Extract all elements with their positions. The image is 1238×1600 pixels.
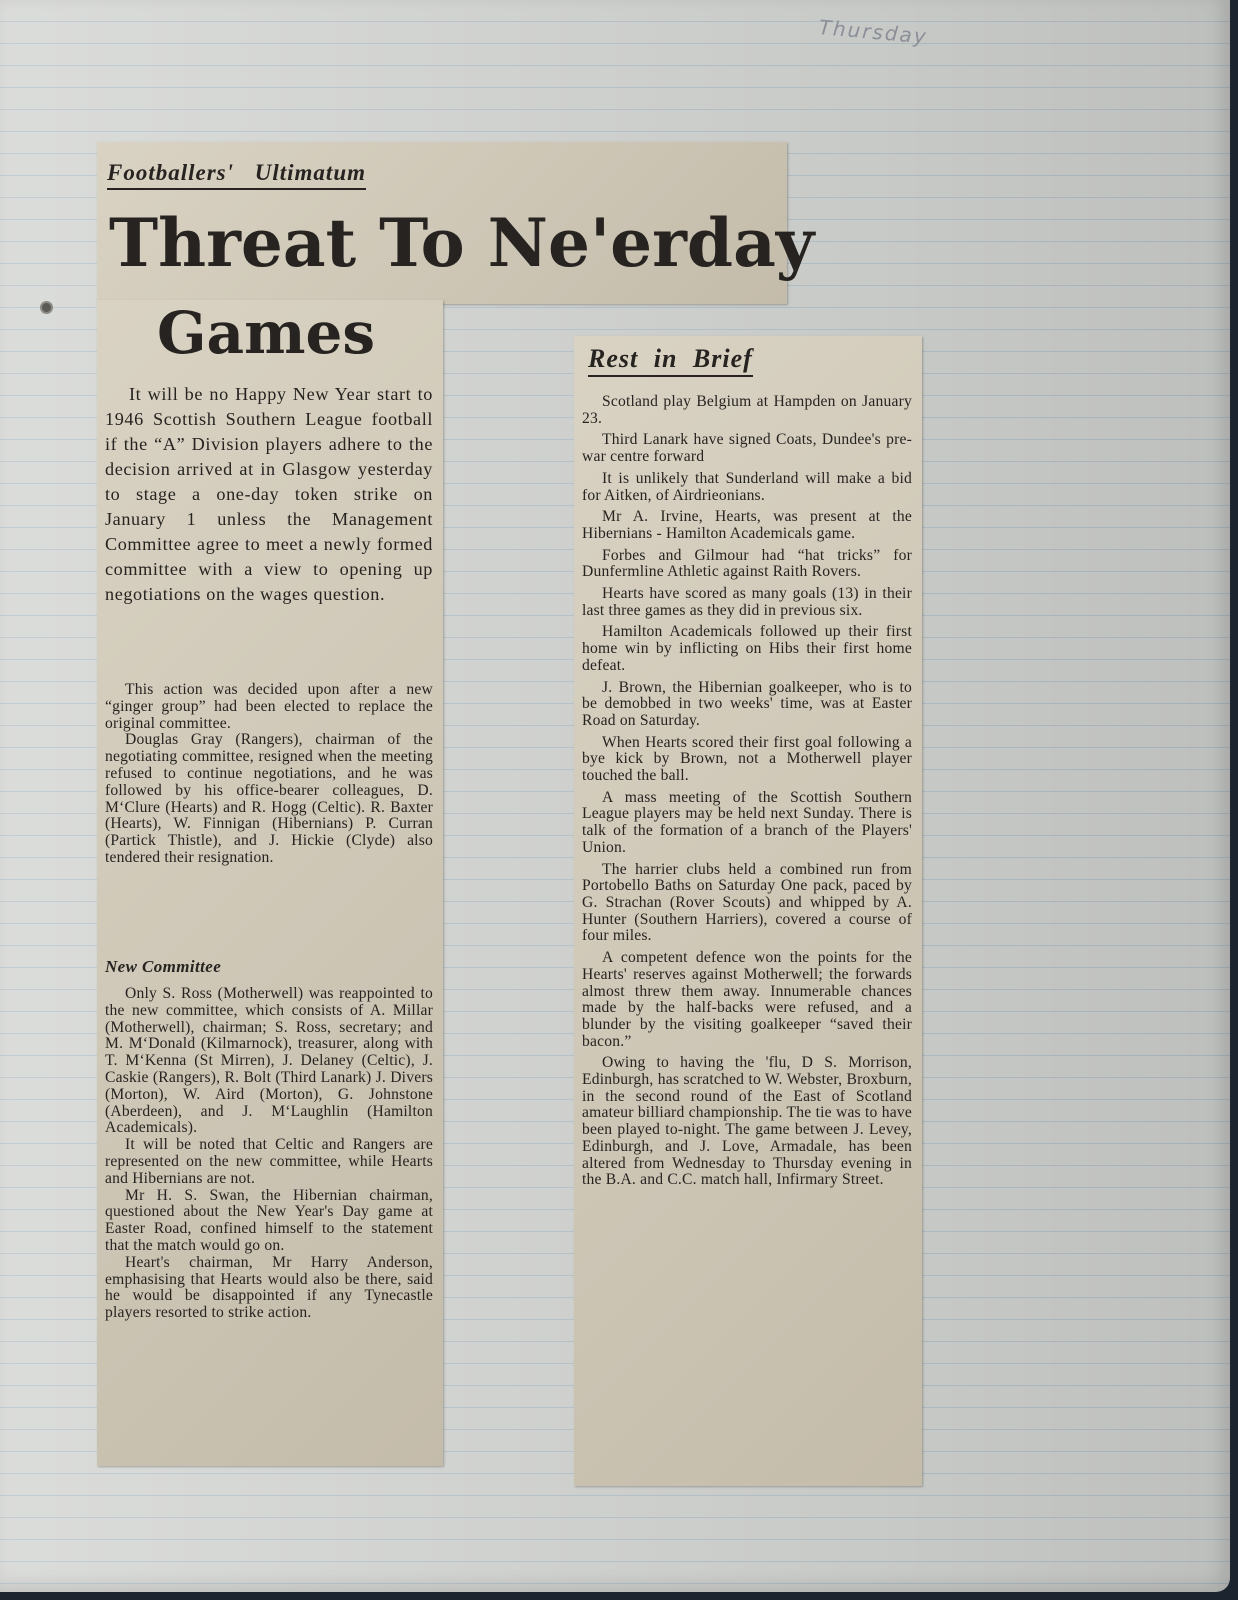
brief-item: It is unlikely that Sunderland will make a bid for Aitken, of Airdrieonians. [582, 469, 912, 504]
rest-in-brief-body [582, 394, 912, 1194]
brief-item: Owing to having the 'flu, D S. Morrison, Edinburgh, has scratched to W. Webster, Broxburn, in the second round of the East of Scotland amateur billiard championship. The tie was to have been played to-night. The game between J. Levey, Edinburgh, and J. Love, Armadale, has been altered from Wednesday to Thursday evening in the B.A. and C.C. match hall, Infirmary Street. [582, 1054, 912, 1189]
article-body-part1 [105, 682, 433, 867]
article-paragraph: It will be noted that Celtic and Rangers are represented on the new committee, while Hearts and Hibernians are not. [105, 1136, 433, 1187]
handwritten-note: Thursday [817, 15, 929, 49]
article-kicker: Footballers' Ultimatum [107, 160, 366, 190]
lead-paragraph: It will be no Happy New Year start to 1946 Scottish Southern League football if the “A” Division players adhere to the decision arrived at in Glasgow yesterday to stage a one-day token strike on January 1 unless the Management Committee agree to meet a newly formed committee with a view to opening up negotiations on the wages question. [105, 384, 433, 604]
brief-item: A competent defence won the points for the Hearts' reserves against Motherwell; the forwards almost threw them away. Innumerable chances made by the half-backs were refused, and a blunder by the visiting goalkeeper “saved their bacon.” [582, 949, 912, 1050]
article-headline-line2: Games [157, 299, 376, 367]
brief-item: When Hearts scored their first goal following a bye kick by Brown, not a Motherwell player touched the ball. [582, 733, 912, 785]
brief-item: J. Brown, the Hibernian goalkeeper, who is to be demobbed in two weeks' time, was at Easter Road on Saturday. [582, 678, 912, 729]
article-paragraph: This action was decided upon after a new “ginger group” had been elected to replace the original committee. [105, 681, 433, 732]
article-lead [105, 382, 433, 607]
article-body-part2 [105, 986, 433, 1322]
brief-item: A mass meeting of the Scottish Southern League players may be held next Sunday. There is talk of the formation of a branch of the Players' Union. [582, 788, 912, 856]
brief-item: The harrier clubs held a combined run from Portobello Baths on Saturday One pack, paced by G. Strachan (Rover Scouts) and whipped by A. Hunter (Southern Harriers), covered a course of four miles. [582, 860, 912, 945]
article-paragraph: Douglas Gray (Rangers), chairman of the negotiating committee, resigned when the meeting refused to continue negotiations, and he was followed by his office-bearer colleagues, D. M‘Clure (Hearts) and R. Hogg (Celtic). R. Baxter (Hearts), W. Finnigan (Hibernians) P. Curran (Partick Thistle), and J. Hickie (Clyde) also tendered their resignation. [105, 731, 433, 866]
article-headline-line1: Threat To Ne'erday [109, 204, 815, 282]
brief-item: Mr A. Irvine, Hearts, was present at the Hibernians - Hamilton Academicals game. [582, 508, 912, 542]
brief-item: Third Lanark have signed Coats, Dundee's pre-war centre forward [582, 431, 912, 466]
article-subhead: New Committee [105, 957, 222, 976]
article-clipping [97, 300, 443, 1466]
headline-clipping [97, 142, 815, 304]
brief-item: Hamilton Academicals followed up their first home win by inflicting on Hibs their first home defeat. [582, 623, 912, 674]
brief-item: Forbes and Gilmour had “hat tricks” for Dunfermline Athletic against Raith Rovers. [582, 546, 912, 581]
brief-item: Scotland play Belgium at Hampden on January 23. [582, 393, 912, 427]
rest-in-brief-title: Rest in Brief [588, 344, 753, 377]
brief-item: Hearts have scored as many goals (13) in their last three games as they did in previous six. [582, 585, 912, 619]
punch-hole [40, 301, 53, 314]
article-paragraph: Heart's chairman, Mr Harry Anderson, emphasising that Hearts would also be there, said he would be disappointed if any Tynecastle players resorted to strike action. [105, 1253, 433, 1322]
article-paragraph: Only S. Ross (Motherwell) was reappointed to the new committee, which consists of A. Millar (Motherwell), chairman; S. Ross, secretary; and M. M‘Donald (Kilmarnock), treasurer, along with T. M‘Kenna (St Mirren), J. Delaney (Celtic), J. Caskie (Rangers), R. Bolt (Third Lanark) J. Divers (Morton), W. Aird (Morton), G. Johnstone (Aberdeen), and J. M‘Laughlin (Hamilton Academicals). [105, 985, 433, 1137]
rest-in-brief-clipping [574, 336, 922, 1486]
article-paragraph: Mr H. S. Swan, the Hibernian chairman, questioned about the New Year's Day game at Easter Road, confined himself to the statement that the match would go on. [105, 1186, 433, 1254]
